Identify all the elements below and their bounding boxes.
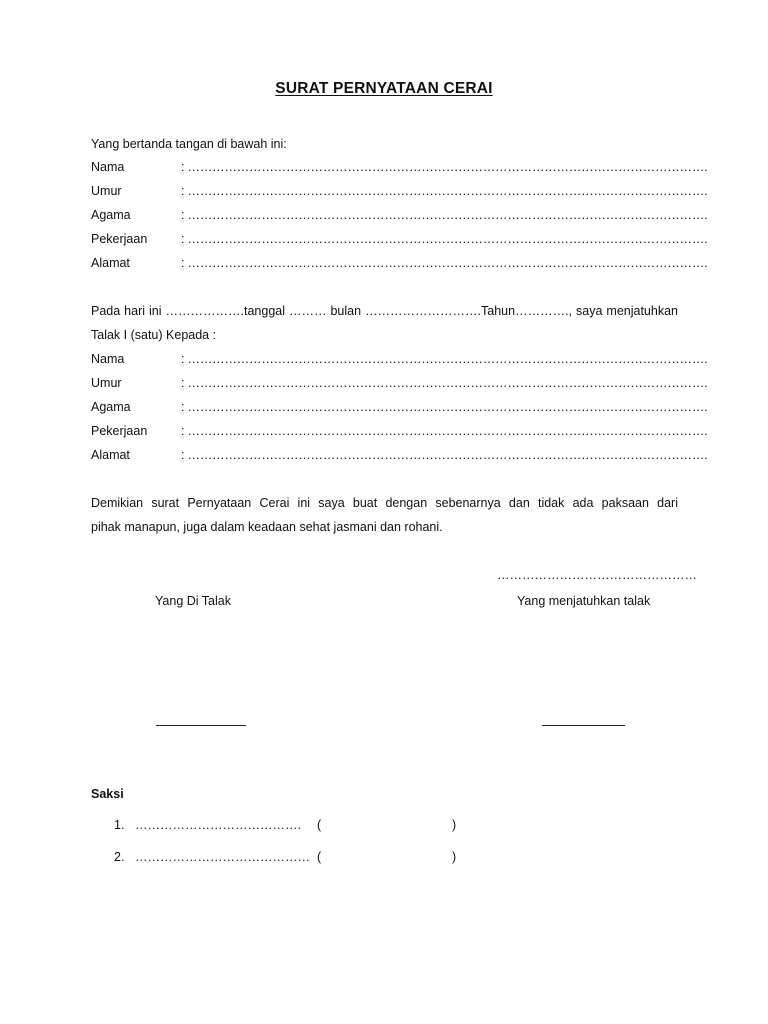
field-fill-agama-2: : ……………………………………………………………………………………………………………….	[181, 400, 708, 414]
field-label-nama: Nama	[91, 160, 125, 174]
field-fill-umur: : ……………………………………………………………………………………………………………….	[181, 184, 708, 198]
closing-line-1: Demikian surat Pernyataan Cerai ini saya buat dengan sebenarnya dan tidak ada paksaan dari	[91, 496, 678, 510]
field-fill-agama: : ……………………………………………………………………………………………………………….	[181, 208, 708, 222]
field-label-alamat: Alamat	[91, 256, 130, 270]
signature-line-left	[156, 725, 246, 726]
witness-paren-close-1: )	[452, 818, 457, 832]
statement-line-1: Pada hari ini ……………….tanggal ……… bulan ……………………….Tahun…………., saya menjatuhkan	[91, 304, 678, 318]
field-label-agama-2: Agama	[91, 400, 131, 414]
document-title: SURAT PERNYATAAN CERAI	[275, 80, 493, 97]
field-fill-alamat-2: : ……………………………………………………………………………………………………………….	[181, 448, 708, 462]
witness-paren-open-2: (	[317, 850, 322, 864]
field-fill-pekerjaan-2: : ……………………………………………………………………………………………………………….	[181, 424, 708, 438]
place-date-line: …………………………………………	[497, 568, 697, 582]
witness-paren-open-1: (	[317, 818, 322, 832]
field-label-nama-2: Nama	[91, 352, 125, 366]
witness-paren-close-2: )	[452, 850, 457, 864]
closing-line-2: pihak manapun, juga dalam keadaan sehat jasmani dan rohani.	[91, 520, 443, 534]
field-label-agama: Agama	[91, 208, 131, 222]
field-label-pekerjaan-2: Pekerjaan	[91, 424, 148, 438]
signature-line-right	[542, 725, 625, 726]
field-fill-nama: : ……………………………………………………………………………………………………………….	[181, 160, 708, 174]
witness-heading: Saksi	[91, 787, 124, 801]
field-label-pekerjaan: Pekerjaan	[91, 232, 148, 246]
signature-caption-right: Yang menjatuhkan talak	[517, 594, 651, 608]
field-label-umur-2: Umur	[91, 376, 122, 390]
witness-name-1: ………………………………….	[135, 818, 301, 832]
witness-number-2: 2.	[114, 850, 125, 864]
witness-number-1: 1.	[114, 818, 125, 832]
field-fill-pekerjaan: : ……………………………………………………………………………………………………………….	[181, 232, 708, 246]
signature-caption-left: Yang Di Talak	[155, 594, 231, 608]
field-label-alamat-2: Alamat	[91, 448, 130, 462]
intro-text: Yang bertanda tangan di bawah ini:	[91, 137, 287, 151]
witness-name-2: ……………………………………	[135, 850, 310, 864]
field-fill-nama-2: : ……………………………………………………………………………………………………………….	[181, 352, 708, 366]
field-fill-alamat: : ……………………………………………………………………………………………………………….	[181, 256, 708, 270]
statement-line-2: Talak I (satu) Kepada :	[91, 328, 217, 342]
field-fill-umur-2: : ……………………………………………………………………………………………………………….	[181, 376, 708, 390]
field-label-umur: Umur	[91, 184, 122, 198]
